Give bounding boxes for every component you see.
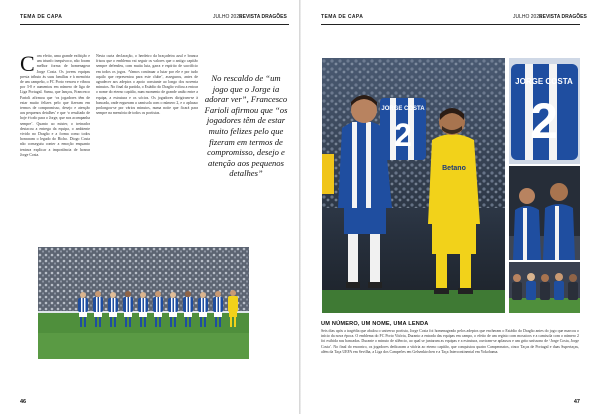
article-body — [321, 329, 579, 381]
closeup-jersey-number: 2 — [530, 93, 558, 149]
magazine-name: REVISTA DRAGÕES — [239, 14, 287, 20]
issue-date: JULHO 2025 — [513, 14, 542, 20]
column-2-text: Nesta curta declaração, o herdeiro da braçadeira azul e branca frisou que o emblema vai seguir os valores que o antigo capitão sempre defendeu, com muita luta, garra e espírito de sacrifício em todos os jogos. ‘Vamos continuar a lutar por ele e por tudo aquilo que representou para este clube’, assegurou, antes de agradecer aos adeptos o apoio constante ao longo dos noventa minutos. No final da partida, o Estádio do Dragão voltou a entoar o nome do eterno capitão, num momento de grande união entre a equipa, a estrutura e os sócios. Os jogadores dirigiram-se à bancada, onde ergueram a camisola com o número 2, e o aplauso prolongou-se por vários minutos, numa noite que ficará para sempre na memória de todos os portistas. — [96, 54, 198, 116]
body-text: Seis dias após a tragédia que abalou o universo portista, Jorge Costa foi homenageado pelos adeptos que encheram o Estádio do Dragão antes do jogo que marcou o início da nova época. O emblema do FC Porto Vitória, Duranto a entrada das equipas em campo, o efeito de um registo com mosaicos e a camisola com o número 2 foi exibida nas bancadas. Durante o minuto de silêncio, ao qual se juntaram as equipas e a estrutura, ouviram-se aplausos e um grito uníssono de ‘Jorge Costa, Jorge Costa’. No final do encontro, os jogadores dedicaram a vitória ao eterno capitão, que conquistou quatro Campeonatos, cinco Taças de Portugal e duas Supertaças, além da Taça UEFA em Sevilha, a Liga dos Campeões em Gelsenkirchen e a Taça Intercontinental em Yokohama. — [321, 329, 579, 354]
article-column-2 — [96, 54, 198, 224]
header-rule — [20, 24, 289, 25]
magazine-name: REVISTA DRAGÕES — [539, 14, 587, 20]
article-column-1 — [20, 54, 90, 230]
tribute-main-photo — [322, 58, 505, 313]
jersey-closeup-photo — [509, 58, 580, 164]
closeup-jersey-name: JORGE COSTA — [515, 77, 573, 86]
left-page — [0, 0, 299, 414]
held-jersey-number: 2 — [394, 117, 412, 153]
pull-quote: No rescaldo de “um jogo que o Jorge ia adorar ver”, Francesco Farioli afirmou que “os jogadores têm de estar muito felizes pelo que fizeram em termos de compromisso, desejo e atenção aos pequenos detalhes” — [204, 73, 288, 179]
team-group-photo — [509, 262, 580, 313]
issue-date: JULHO 2025 — [213, 14, 242, 20]
column-1-text: om efeito, uma grande exibição e um triunfo inequívoco, não foram melhor forma de homenagear Jorge Costa. Os jovens equipas presta tributo às suas famílias e à memória de um campeão, o FC Porto venceu e vibrou por 3-0 e aumentou em número de liga de Liga Portugal. Samu, que lançou, Francesco Farioli afirmou que ‘os jogadores têm de estar muito felizes pelo que fizeram em termos de compromisso, desejo e atenção aos pequenos detalhes’ e que ‘o resultado de hoje é todo para o Jorge, que nos acompanha sempre’. Quanto ao mister, o treinador destacou a entrega da equipa, o ambiente vivido no Dragão e a forma como todos honraram o legado do Bicho. Diogo Costa não conseguiu conter a emoção enquanto tentava explicar a importância de honrar Jorge Costa. — [20, 54, 90, 157]
right-page — [301, 0, 600, 414]
section-label: TEMA DE CAPA — [321, 14, 364, 20]
drop-cap: C — [20, 54, 35, 76]
team-lineup-photo — [38, 247, 249, 359]
section-label: TEMA DE CAPA — [20, 14, 63, 20]
page-number: 47 — [573, 399, 580, 405]
header-rule — [321, 24, 580, 25]
page-number: 46 — [20, 399, 27, 405]
players-tunnel-photo — [509, 166, 580, 260]
gk-sponsor: Betano — [442, 165, 466, 172]
section-subhead: UM NÚMERO, UM NOME, UMA LENDA — [321, 321, 429, 327]
held-jersey-name: JORGE COSTA — [381, 106, 425, 112]
